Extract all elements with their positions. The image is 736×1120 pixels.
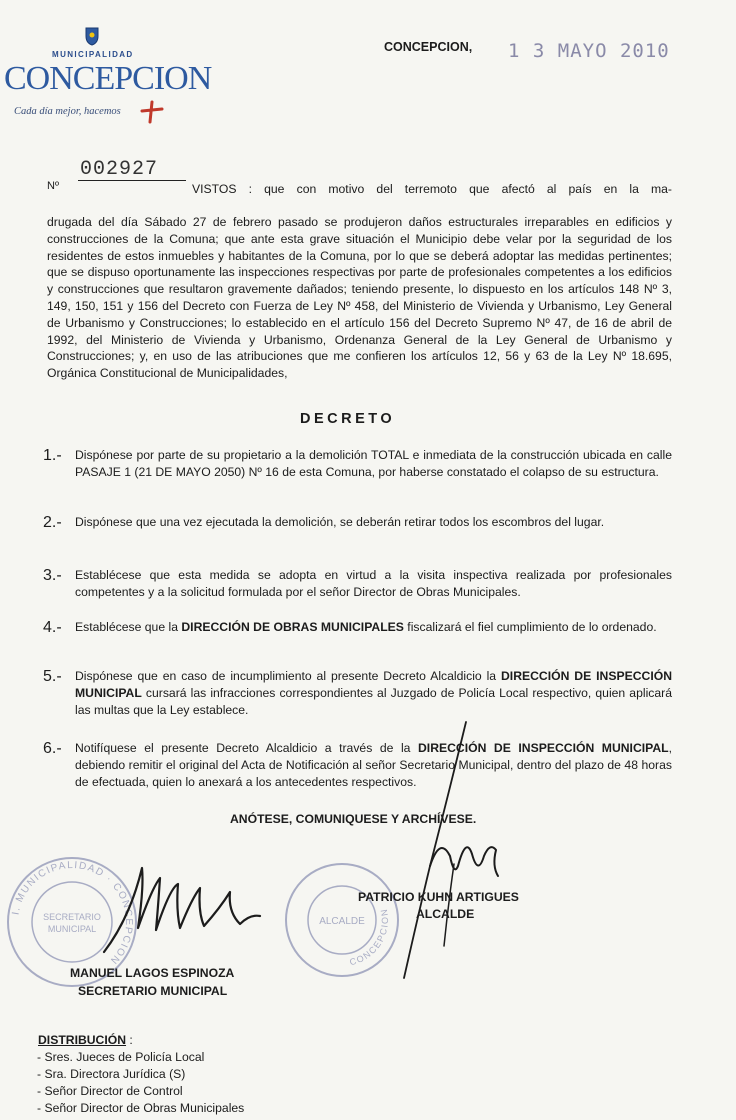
- distribution-title: DISTRIBUCIÓN: [38, 1033, 127, 1047]
- item-number: 5.-: [43, 668, 62, 685]
- svg-text:CONCEPCION: CONCEPCION: [348, 907, 391, 968]
- logo-wordmark: CONCEPCION: [4, 60, 212, 97]
- decree-item: Establécese que esta medida se adopta en virtud a la visita inspectiva realizada por profesionales competentes y a la solicitud formulada por el señor Director de Obras Municipales.: [75, 568, 672, 599]
- decreto-heading: DECRETO: [300, 411, 396, 427]
- logo-slogan: Cada día mejor, hacemos: [14, 106, 121, 117]
- decree-item: Notifíquese el presente Decreto Alcaldicio a través de la DIRECCIÓN DE INSPECCIÓN MUNICIPAL, debiendo remitir el original del Acta de Notificación al señor Secretario Municipal, dentro del plazo de 48 horas de efectuada, quien lo anexará a los antecedentes respectivos.: [75, 741, 672, 789]
- logo-plus-icon: [140, 100, 164, 124]
- number-label: Nº: [47, 180, 59, 192]
- decree-number: 002927: [80, 158, 159, 181]
- svg-text:ALCALDE: ALCALDE: [319, 916, 365, 927]
- closing-formula: ANÓTESE, COMUNIQUESE Y ARCHÍVESE.: [230, 812, 477, 826]
- vistos-first-line: VISTOS : que con motivo del terremoto que afectó al país en la ma-: [192, 182, 672, 196]
- date-stamp: 1 3 MAYO 2010: [508, 40, 670, 62]
- logo-municipalidad: MUNICIPALIDAD: [52, 50, 134, 59]
- item-number: 1.-: [43, 447, 62, 464]
- number-underline: [78, 180, 186, 181]
- item-number: 3.-: [43, 567, 62, 584]
- distribution-entry: - Señor Director de Obras Municipales: [37, 1101, 245, 1115]
- decree-item: Dispónese por parte de su propietario a la demolición TOTAL e inmediata de la construcción ubicada en calle PASAJE 1 (21 DE MAYO 2050) Nº 16 de esta Comuna, por haberse constatado el colapso de su estructura.: [75, 448, 672, 479]
- mayor-signature: [388, 716, 528, 986]
- mayor-name: PATRICIO KUHN ARTIGUES: [358, 890, 519, 904]
- mayor-title: ALCALDE: [416, 907, 475, 921]
- distribution-colon: :: [129, 1033, 133, 1047]
- distribution-header: [38, 1033, 133, 1047]
- decree-item: Establécese que la DIRECCIÓN DE OBRAS MUNICIPALES fiscalizará el fiel cumplimiento de lo ordenado.: [75, 620, 657, 634]
- city-heading: CONCEPCION,: [384, 40, 473, 54]
- vistos-body: drugada del día Sábado 27 de febrero pasado se produjeron daños estructurales irreparables en edificios y construcciones de la Comuna; que ante esta grave situación el Municipio debe velar por la seguridad de los residentes de estos inmuebles y habitantes de la Comuna, por lo que se deberá adoptar las medidas pertinentes; que se dispuso oportunamente las inspecciones respectivas por parte de profesionales competentes a los edificios y construcciones que resultaron gravemente dañados; teniendo presente, lo dispuesto en los artículos 148 Nº 3, 149, 150, 151 y 156 del Decreto con Fuerza de Ley Nº 458, del Ministerio de Vivienda y Urbanismo, Ley General de Urbanismo y Construcciones; lo establecido en el artículo 156 del Decreto Supremo Nº 47, de 16 de abril de 1992, del Ministerio de Vivienda y Urbanismo, Ordenanza General de la Ley General de Urbanismo y Construcciones; y, en uso de las atribuciones que me confieren los artículos 12, 56 y 63 de la Ley Nº 18.695, Orgánica Constitucional de Municipalidades,: [47, 215, 672, 381]
- decree-item: Dispónese que una vez ejecutada la demolición, se deberán retirar todos los escombros del lugar.: [75, 515, 605, 529]
- svg-text:MUNICIPAL: MUNICIPAL: [47, 924, 97, 934]
- secretary-title: SECRETARIO MUNICIPAL: [78, 984, 228, 998]
- municipality-logo: [2, 26, 212, 126]
- mayor-seal-stamp: [282, 860, 402, 980]
- svg-text:SECRETARIO: SECRETARIO: [43, 912, 101, 922]
- distribution-entry: - Señor Director de Control: [37, 1084, 183, 1098]
- coat-of-arms-icon: [84, 26, 100, 46]
- svg-text:I. MUNICIPALIDAD · CONCEPCION: I. MUNICIPALIDAD · CONCEPCION: [10, 859, 135, 967]
- secretary-name: MANUEL LAGOS ESPINOZA: [70, 966, 235, 980]
- item-number: 2.-: [43, 514, 62, 531]
- distribution-entry: - Sra. Directora Jurídica (S): [37, 1067, 186, 1081]
- decree-item: Dispónese que en caso de incumplimiento al presente Decreto Alcaldicio la DIRECCIÓN DE INSPECCIÓN MUNICIPAL cursará las infracciones correspondientes al Juzgado de Policía Local respectivo, quien aplicará las multas que la Ley establece.: [75, 669, 672, 717]
- secretary-signature: [100, 848, 280, 958]
- item-number: 4.-: [43, 619, 62, 636]
- distribution-entry: - Sres. Jueces de Policía Local: [37, 1050, 205, 1064]
- item-number: 6.-: [43, 740, 62, 757]
